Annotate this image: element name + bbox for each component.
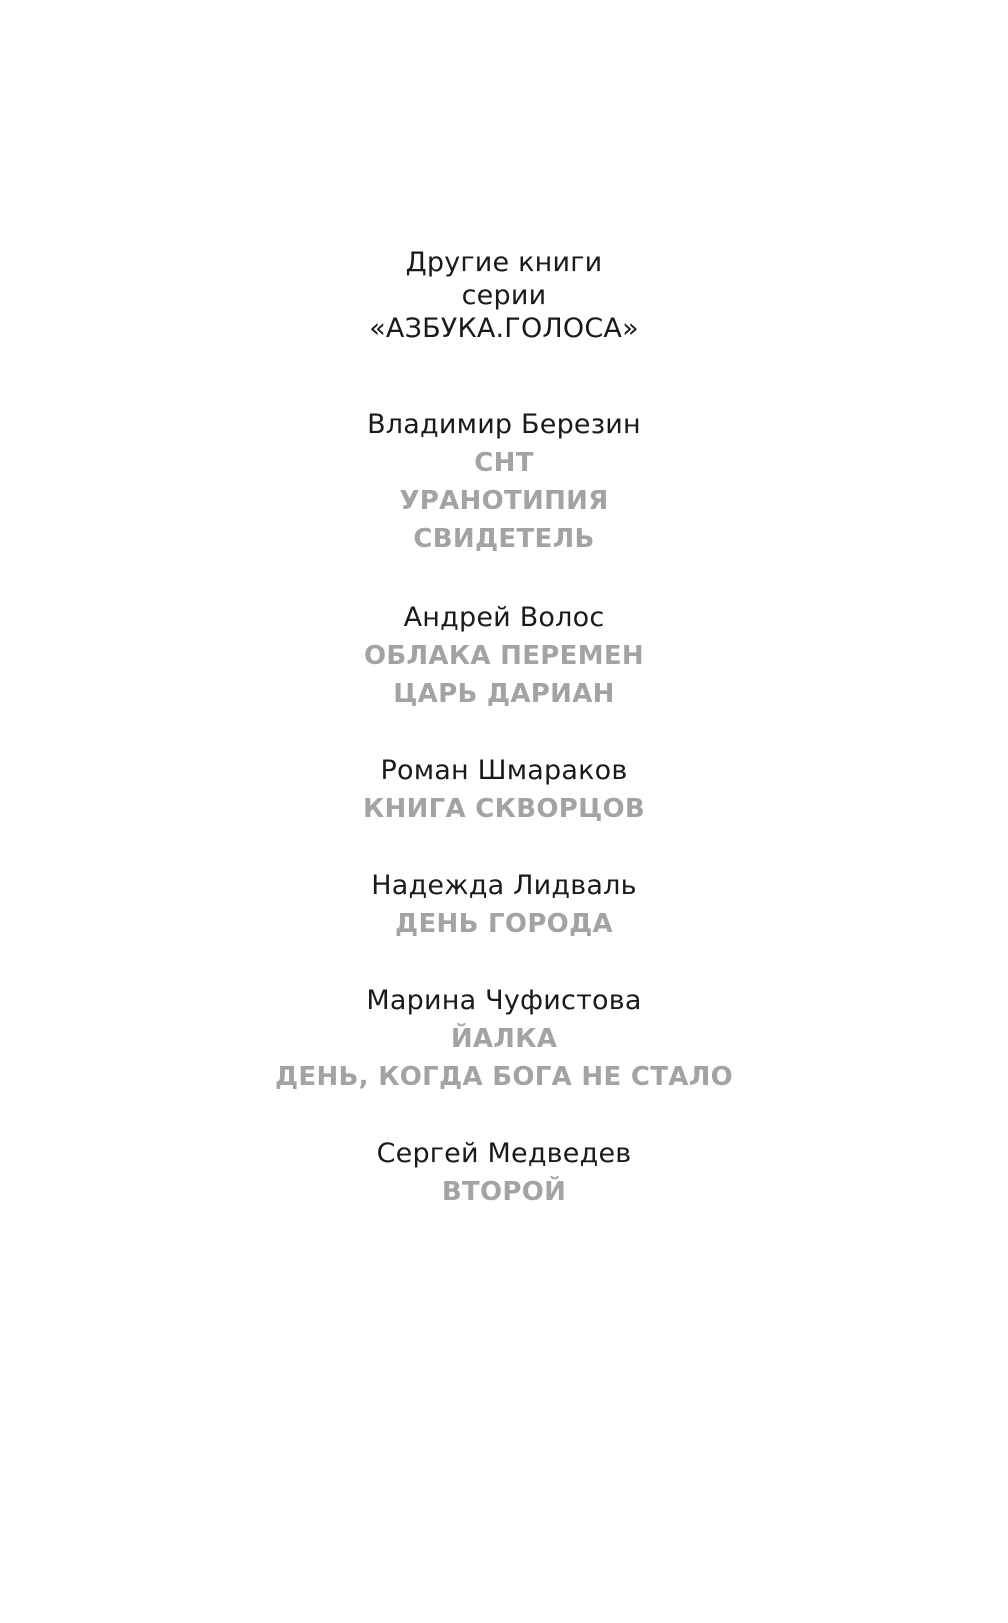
book-title: ДЕНЬ, КОГДА БОГА НЕ СТАЛО [274, 1062, 734, 1092]
author-name: Марина Чуфистова [366, 985, 642, 1016]
series-heading [0, 246, 1008, 345]
author-block-volos [0, 599, 1008, 713]
book-title: ДЕНЬ ГОРОДА [395, 909, 613, 939]
author-name: Роман Шмараков [380, 755, 628, 786]
author-name: Сергей Медведев [376, 1138, 632, 1169]
book-title: УРАНОТИПИЯ [399, 486, 609, 516]
author-block-medvedev [0, 1135, 1008, 1211]
book-title: ЙАЛКА [450, 1024, 558, 1054]
book-title: СВИДЕТЕЛЬ [413, 524, 595, 554]
author-block-shmarakov [0, 752, 1008, 828]
book-title: СНТ [474, 448, 534, 478]
heading-line-2: серии [461, 280, 547, 311]
author-block-chufistova [0, 982, 1008, 1096]
heading-line-1: Другие книги [405, 247, 603, 278]
book-title: ОБЛАКА ПЕРЕМЕН [364, 641, 644, 671]
heading-line-3: «АЗБУКА.ГОЛОСА» [369, 313, 639, 344]
author-block-lidval [0, 867, 1008, 943]
author-name: Владимир Березин [367, 409, 641, 440]
book-title: ВТОРОЙ [441, 1177, 567, 1207]
author-name: Андрей Волос [403, 602, 605, 633]
book-title: ЦАРЬ ДАРИАН [393, 679, 615, 709]
author-name: Надежда Лидваль [371, 870, 637, 901]
author-block-berezin [0, 406, 1008, 558]
book-title: КНИГА СКВОРЦОВ [362, 794, 646, 824]
